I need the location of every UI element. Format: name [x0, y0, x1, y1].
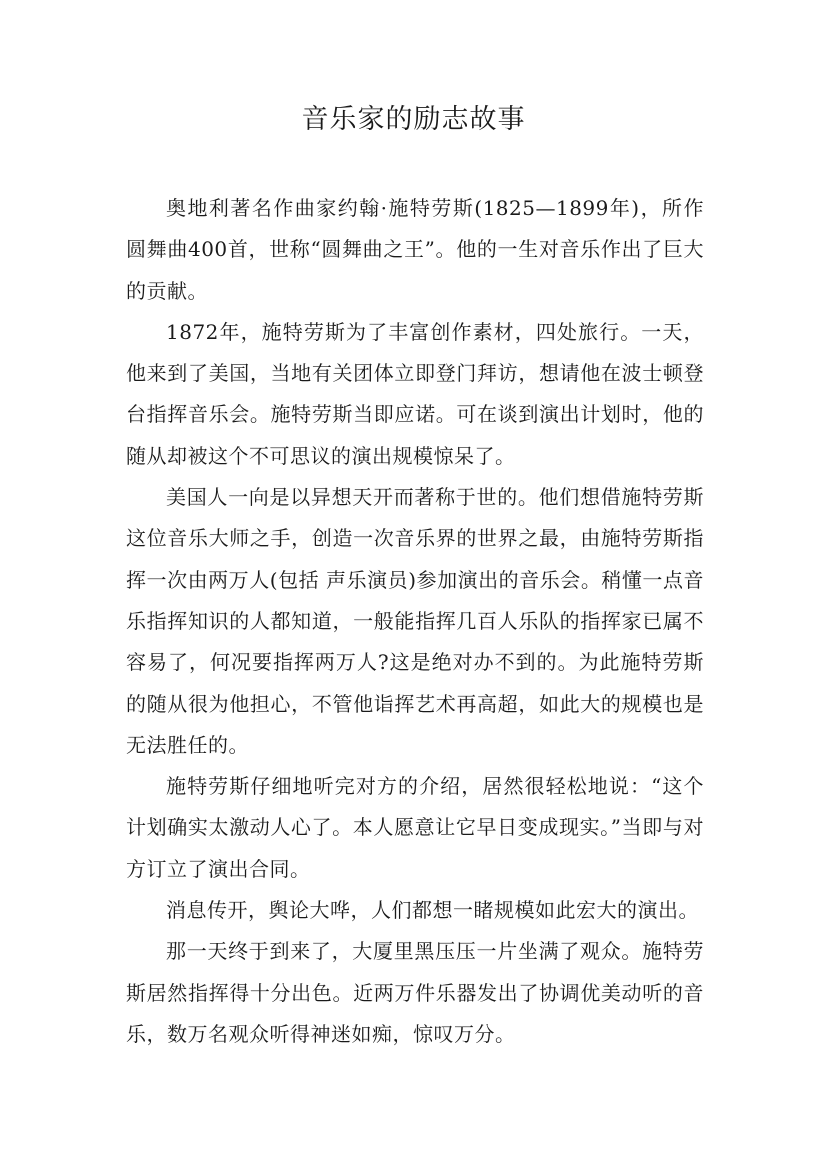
paragraph: 施特劳斯仔细地听完对方的介绍，居然很轻松地说：“这个计划确实太激动人心了。本人愿意让它早日变成现实。”当即与对方订立了演出合同。 — [126, 774, 704, 881]
paragraph: 那一天终于到来了，大厦里黑压压一片坐满了观众。施特劳斯居然指挥得十分出色。近两万件乐器发出了协调优美动听的音乐，数万名观众听得神迷如痴，惊叹万分。 — [126, 939, 704, 1046]
paragraph: 美国人一向是以异想天开而著称于世的。他们想借施特劳斯这位音乐大师之手，创造一次音乐界的世界之最，由施特劳斯指挥一次由两万人(包括 声乐演员)参加演出的音乐会。稍懂一点音乐指挥知识的人都知道，一般能指挥几百人乐队的指挥家已属不容易了，何况要指挥两万人?这是绝对办不到的。为此施特劳斯的随从很为他担心，不管他诣挥艺术再高超，如此大的规模也是无法胜任的。 — [126, 485, 704, 757]
document-title: 音乐家的励志故事 — [301, 104, 526, 135]
paragraph: 1872年，施特劳斯为了丰富创作素材，四处旅行。一天，他来到了美国，当地有关团体立即登门拜访，想请他在波士顿登台指挥音乐会。施特劳斯当即应诺。可在谈到演出计划时，他的随从却被这个不可思议的演出规模惊呆了。 — [126, 319, 704, 468]
document-body — [126, 188, 704, 1055]
paragraph: 奥地利著名作曲家约翰·施特劳斯(1825—1899年)，所作圆舞曲400首，世称“圆舞曲之王”。他的一生对音乐作出了巨大的贡献。 — [126, 196, 704, 303]
paragraph: 消息传开，舆论大哗，人们都想一睹规模如此宏大的演出。 — [166, 898, 699, 923]
